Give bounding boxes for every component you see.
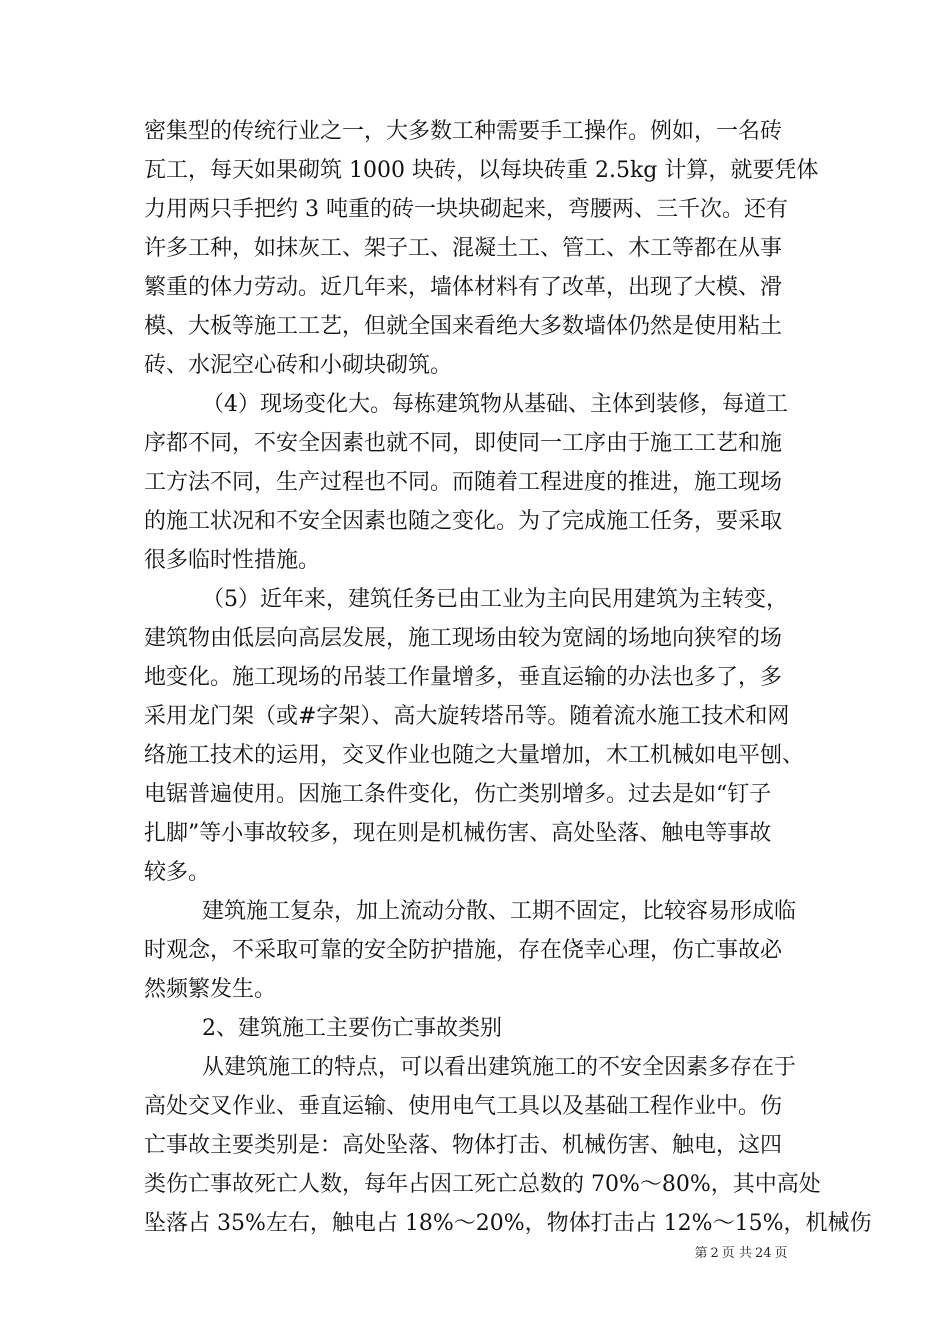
current-page-number: 2 <box>710 1246 719 1261</box>
footer-suffix: 页 <box>774 1246 788 1261</box>
page-footer <box>0 1245 950 1263</box>
text-line: 序都不同，不安全因素也就不同，即使同一工序由于施工工艺和施 <box>144 431 783 456</box>
text-line: 类伤亡事故死亡人数，每年占因工死亡总数的 70%～80%，其中高处 <box>144 1172 821 1197</box>
text-line: 采用龙门架（或#字架）、高大旋转塔吊等。随着流水施工技术和网 <box>144 704 790 729</box>
text-line: 建筑施工复杂，加上流动分散、工期不固定，比较容易形成临 <box>202 899 797 924</box>
text-line: 从建筑施工的特点，可以看出建筑施工的不安全因素多存在于 <box>202 1055 797 1080</box>
body-text <box>144 112 872 1243</box>
text-line: 工方法不同，生产过程也不同。而随着工程进度的推进，施工现场 <box>144 470 783 495</box>
text-line: 许多工种，如抹灰工、架子工、混凝土工、管工、木工等都在从事 <box>144 236 783 261</box>
text-line: 砖、水泥空心砖和小砌块砌筑。 <box>144 353 453 378</box>
text-line: 模、大板等施工工艺，但就全国来看绝大多数墙体仍然是使用粘土 <box>144 314 783 339</box>
text-line: 地变化。施工现场的吊装工作量增多，垂直运输的办法也多了，多 <box>144 665 783 690</box>
text-line: 的施工状况和不安全因素也随之变化。为了完成施工任务，要采取 <box>144 509 783 534</box>
text-line: 较多。 <box>144 860 211 885</box>
section-heading: 2、建筑施工主要伤亡事故类别 <box>202 1016 502 1041</box>
text-line: 电锯普遍使用。因施工条件变化，伤亡类别增多。过去是如“钉子 <box>144 782 772 807</box>
footer-middle: 页 共 <box>721 1246 752 1261</box>
text-line: 坠落占 35%左右，触电占 18%～20%，物体打击占 12%～15%，机械伤 <box>144 1211 872 1236</box>
text-line: 络施工技术的运用，交叉作业也随之大量增加，木工机械如电平刨、 <box>144 743 805 768</box>
footer-prefix: 第 <box>694 1246 708 1261</box>
text-line: 瓦工，每天如果砌筑 1000 块砖，以每块砖重 2.5kg 计算，就要凭体 <box>144 158 819 183</box>
total-pages-number: 24 <box>754 1246 772 1261</box>
text-line: 建筑物由低层向高层发展，施工现场由较为宽阔的场地向狭窄的场 <box>144 626 783 651</box>
text-line: （5）近年来，建筑任务已由工业为主向民用建筑为主转变， <box>202 587 788 612</box>
text-line: 时观念，不采取可靠的安全防护措施，存在侥幸心理，伤亡事故必 <box>144 938 783 963</box>
text-line: 亡事故主要类别是：高处坠落、物体打击、机械伤害、触电，这四 <box>144 1133 783 1158</box>
text-line: 力用两只手把约 3 吨重的砖一块块砌起来，弯腰两、三千次。还有 <box>144 197 788 222</box>
text-line: 很多临时性措施。 <box>144 548 321 573</box>
text-line: 繁重的体力劳动。近几年来，墙体材料有了改革，出现了大模、滑 <box>144 275 783 300</box>
text-line: 扎脚”等小事故较多，现在则是机械伤害、高处坠落、触电等事故 <box>144 821 772 846</box>
text-line: 密集型的传统行业之一，大多数工种需要手工操作。例如，一名砖 <box>144 119 783 144</box>
text-line: （4）现场变化大。每栋建筑物从基础、主体到装修，每道工 <box>202 392 788 417</box>
text-line: 高处交叉作业、垂直运输、使用电气工具以及基础工程作业中。伤 <box>144 1094 783 1119</box>
page-number-indicator <box>695 1246 788 1261</box>
text-line: 然频繁发生。 <box>144 977 277 1002</box>
